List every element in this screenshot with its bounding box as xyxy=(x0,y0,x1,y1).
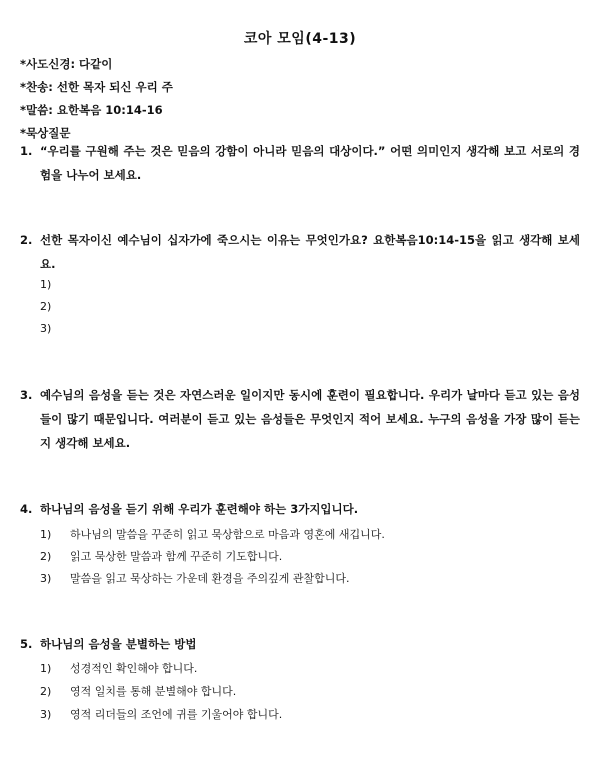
item-text: 읽고 묵상한 말씀과 함께 꾸준히 기도합니다. xyxy=(70,550,283,563)
item-text: 성경적인 확인해야 합니다. xyxy=(70,662,198,675)
item-text: 하나님의 말씀을 꾸준히 읽고 묵상함으로 마음과 영혼에 새깁니다. xyxy=(70,528,385,541)
item-number: 2) xyxy=(40,685,52,698)
scripture-line: *말씀: 요한복음 10:14-16 xyxy=(20,103,163,117)
question-number: 4. xyxy=(20,502,33,516)
question-text: 하나님의 음성을 듣기 위해 우리가 훈련해야 하는 3가지입니다. xyxy=(40,502,359,516)
question-number: 2. xyxy=(20,233,33,247)
question-5 xyxy=(20,632,580,656)
questions-heading: *묵상질문 xyxy=(20,126,71,140)
question-text: “우리를 구원해 주는 것은 믿음의 강함이 아니라 믿음의 대상이다.” 어떤 의미인지 생각해 보고 서로의 경험을 나누어 보세요. xyxy=(40,144,580,182)
question-text: 하나님의 음성을 분별하는 방법 xyxy=(40,637,197,651)
item-text: 영적 일치를 통해 분별해야 합니다. xyxy=(70,685,237,698)
item-text: 영적 리더들의 조언에 귀를 기울어야 합니다. xyxy=(70,708,283,721)
item-number: 1) xyxy=(40,662,52,675)
list-item xyxy=(40,548,282,564)
list-item xyxy=(40,706,282,722)
item-text: 말씀을 읽고 묵상하는 가운데 환경을 주의깊게 관찰합니다. xyxy=(70,572,350,585)
item-number: 2) xyxy=(40,300,52,313)
answer-item xyxy=(40,322,70,335)
item-number: 1) xyxy=(40,528,52,541)
question-number: 3. xyxy=(20,388,33,402)
list-item xyxy=(40,570,350,586)
question-number: 5. xyxy=(20,637,33,651)
item-number: 1) xyxy=(40,278,52,291)
question-text: 예수님의 음성을 듣는 것은 자연스러운 일이지만 동시에 훈련이 필요합니다. 우리가 날마다 듣고 있는 음성들이 많기 때문입니다. 여러분이 듣고 있는 음성들은 무엇인지 적어 보세요. 누구의 음성을 가장 많이 듣는지 생각해 보세요. xyxy=(40,388,580,450)
page-title: 코아 모임(4-13) xyxy=(243,31,357,47)
question-4 xyxy=(20,497,580,521)
answer-item xyxy=(40,278,70,291)
item-number: 3) xyxy=(40,708,52,721)
item-number: 2) xyxy=(40,550,52,563)
list-item xyxy=(40,683,236,699)
question-1 xyxy=(20,139,580,187)
hymn-line: *찬송: 선한 목자 되신 우리 주 xyxy=(20,80,173,94)
question-2 xyxy=(20,228,580,276)
answer-item xyxy=(40,300,70,313)
question-number: 1. xyxy=(20,144,33,158)
creed-line: *사도신경: 다같이 xyxy=(20,57,113,71)
item-number: 3) xyxy=(40,572,52,585)
list-item xyxy=(40,660,197,676)
question-3 xyxy=(20,383,580,455)
question-text: 선한 목자이신 예수님이 십자가에 죽으시는 이유는 무엇인가요? 요한복음10:14-15을 읽고 생각해 보세요. xyxy=(40,233,580,271)
item-number: 3) xyxy=(40,322,52,335)
list-item xyxy=(40,526,385,542)
